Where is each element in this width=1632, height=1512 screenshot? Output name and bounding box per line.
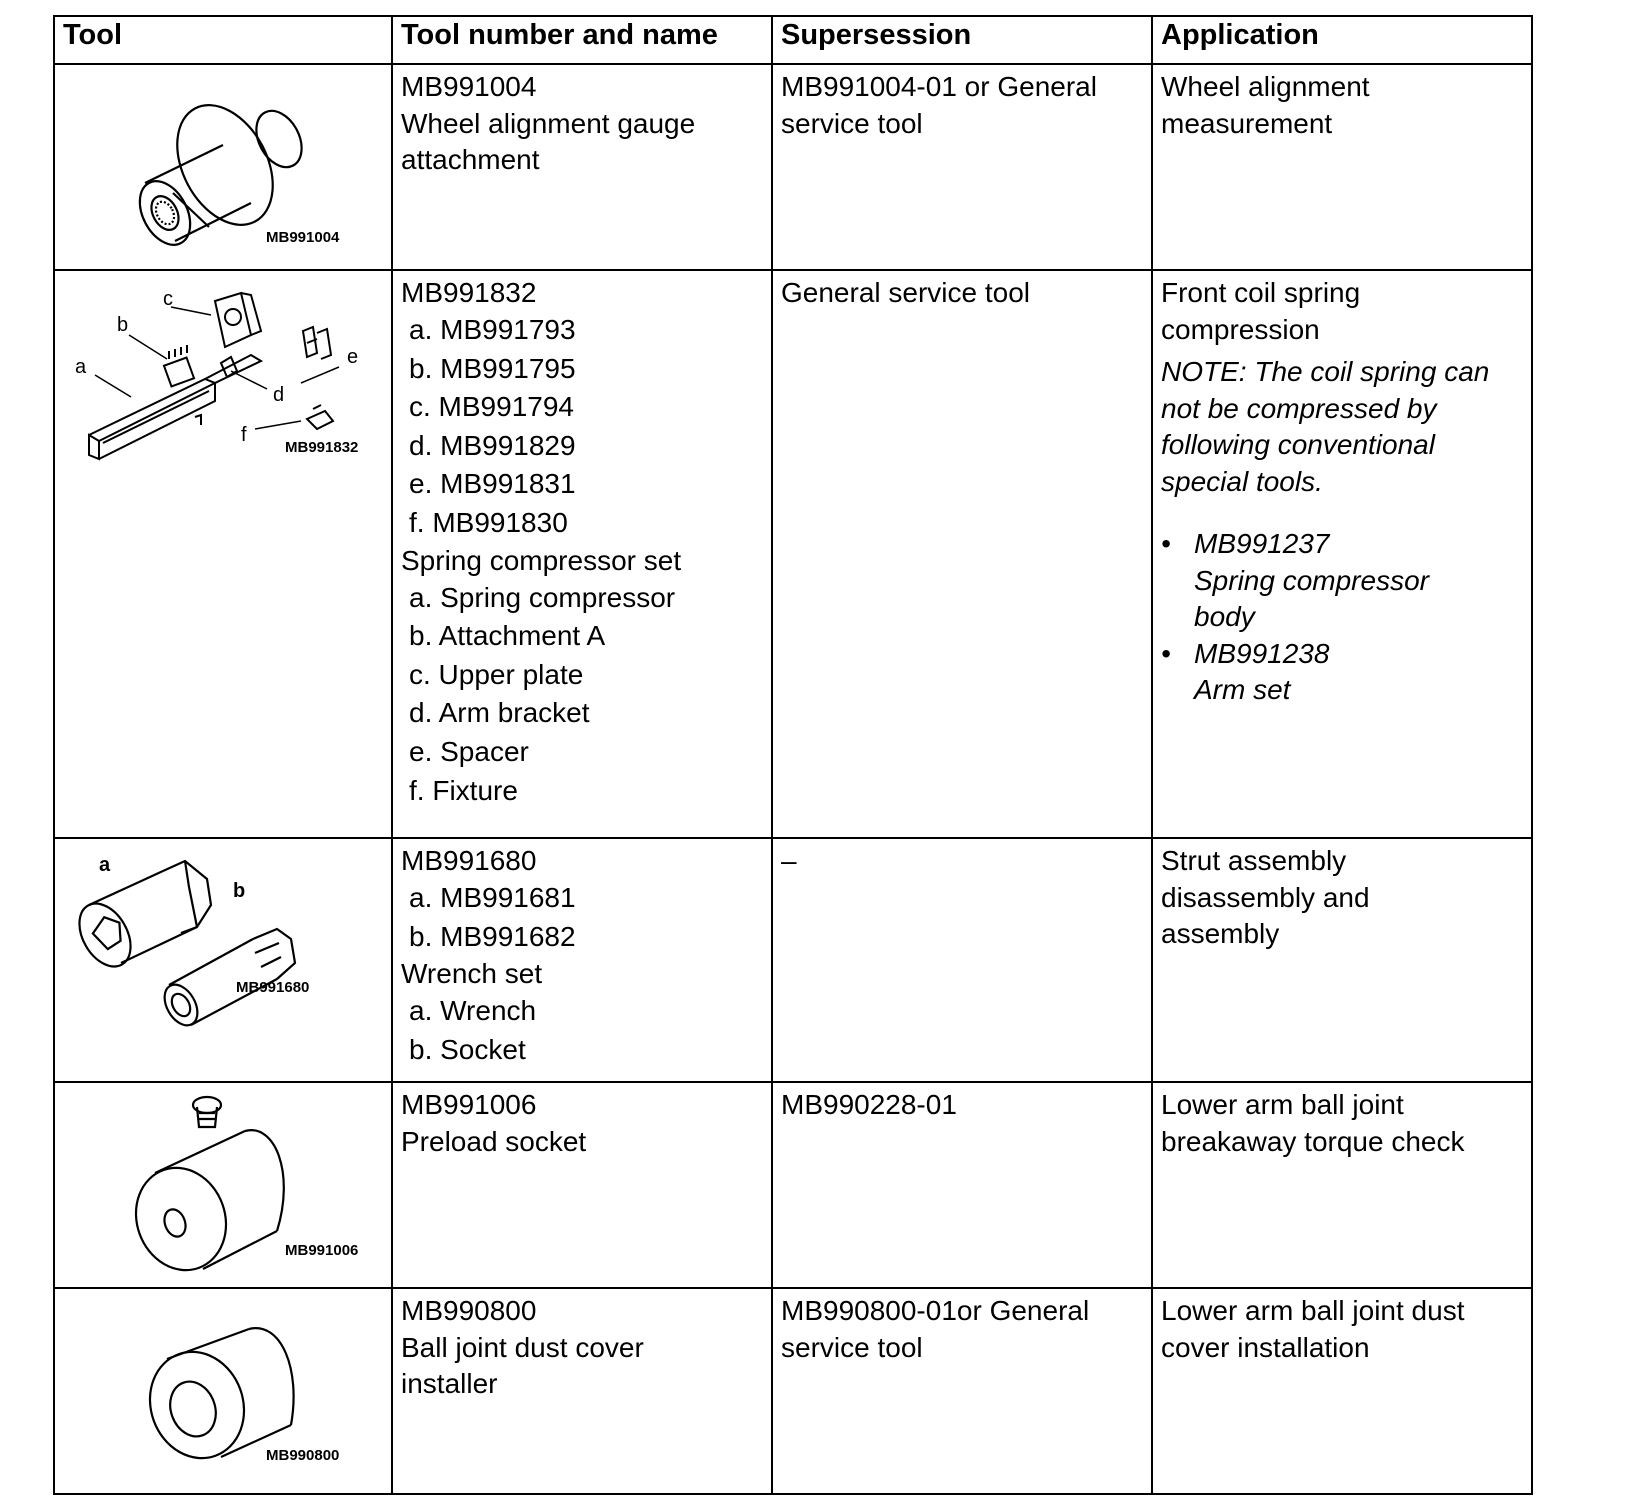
component-name: e. Spacer <box>409 735 529 767</box>
supersession-cell <box>772 64 1152 270</box>
component-number: e. MB991831 <box>409 468 576 500</box>
tool-number-cell <box>392 1082 772 1288</box>
tool-name: Wrench set <box>401 958 543 990</box>
header-tool: Tool <box>54 16 392 64</box>
tool-number-cell <box>392 838 772 1082</box>
header-application: Application <box>1152 16 1532 64</box>
application-cell <box>1152 838 1532 1082</box>
header-row <box>54 16 1532 64</box>
application-text: measurement <box>1161 107 1333 139</box>
note-text: not be compressed by <box>1161 392 1437 424</box>
component-name: c. Upper plate <box>409 658 584 690</box>
application-text: Strut assembly <box>1161 845 1347 876</box>
callout-label: c <box>163 288 173 310</box>
wheel-alignment-attachment-illustration <box>55 65 391 269</box>
tool-number: MB991006 <box>401 1089 537 1120</box>
application-cell <box>1152 1082 1532 1288</box>
tool-image-label: MB991006 <box>285 1242 359 1259</box>
supersession-text: MB990228-01 <box>781 1089 957 1120</box>
bullet-icon: • <box>1161 528 1171 559</box>
component-number: f. MB991830 <box>409 506 568 538</box>
component-name: d. Arm bracket <box>409 697 590 729</box>
component-number: d. MB991829 <box>409 429 576 461</box>
component-number: b. MB991682 <box>409 920 576 952</box>
tool-name: Ball joint dust cover <box>401 1331 644 1363</box>
bullet-item <box>1161 526 1523 636</box>
bullet-line: MB991238 <box>1194 637 1330 669</box>
application-cell <box>1152 270 1532 838</box>
wrench-set-illustration <box>55 839 391 1039</box>
tool-name: Spring compressor set <box>401 544 682 576</box>
tool-image-cell <box>54 1082 392 1288</box>
component-name: a. Spring compressor <box>409 581 676 613</box>
tool-image-cell <box>54 838 392 1082</box>
tool-name: attachment <box>401 144 540 175</box>
application-text: Lower arm ball joint dust <box>1161 1295 1465 1326</box>
tool-name: Preload socket <box>401 1125 587 1157</box>
tool-image-label: MB991680 <box>236 979 310 996</box>
application-text: breakaway torque check <box>1161 1125 1465 1157</box>
application-text: Wheel alignment <box>1161 71 1370 102</box>
bullet-line: MB991237 <box>1194 528 1330 559</box>
component-number: c. MB991794 <box>409 391 574 423</box>
note-text: special tools. <box>1161 465 1323 497</box>
table-row <box>54 1082 1532 1288</box>
tool-image-cell <box>54 64 392 270</box>
supersession-text: service tool <box>781 1331 923 1363</box>
application-text: assembly <box>1161 918 1280 949</box>
tool-name: Wheel alignment gauge <box>401 107 696 139</box>
supersession-text: MB990800-01or General <box>781 1295 1090 1326</box>
tool-image-label: MB991832 <box>285 439 359 456</box>
bullet-icon: • <box>1161 637 1171 669</box>
tool-image-cell <box>54 270 392 838</box>
table-row <box>54 838 1532 1082</box>
dust-cover-installer-illustration <box>55 1289 391 1489</box>
application-text: Lower arm ball joint <box>1161 1089 1404 1120</box>
table-row <box>54 270 1532 838</box>
tool-number-cell <box>392 270 772 838</box>
application-cell <box>1152 64 1532 270</box>
callout-label: d <box>273 384 285 406</box>
tool-image-label: MB990800 <box>266 1447 340 1464</box>
callout-label: b <box>233 880 246 902</box>
component-name: f. Fixture <box>409 774 518 806</box>
table-row <box>54 64 1532 270</box>
tool-number-cell <box>392 1288 772 1494</box>
supersession-cell <box>772 1288 1152 1494</box>
component-name: a. Wrench <box>409 995 537 1027</box>
supersession-cell <box>772 270 1152 838</box>
supersession-text: service tool <box>781 107 923 139</box>
supersession-text: General service tool <box>781 277 1031 308</box>
tool-number-cell <box>392 64 772 270</box>
supersession-text: MB991004-01 or General <box>781 71 1097 102</box>
preload-socket-illustration <box>55 1083 391 1283</box>
header-tool-number-and-name: Tool number and name <box>392 16 772 64</box>
note-text: NOTE: The coil spring can <box>1161 356 1490 387</box>
component-number: a. MB991793 <box>409 314 576 345</box>
tool-number: MB990800 <box>401 1295 537 1326</box>
application-text: cover installation <box>1161 1331 1370 1363</box>
tool-number: MB991832 <box>401 277 537 308</box>
tool-name: installer <box>401 1368 498 1399</box>
bullet-line: Arm set <box>1194 674 1291 705</box>
special-tools-table <box>53 15 1533 1495</box>
component-name: b. Attachment A <box>409 620 606 652</box>
tool-number: MB991004 <box>401 71 537 102</box>
tool-number: MB991680 <box>401 845 537 876</box>
table-row <box>54 1288 1532 1494</box>
spring-compressor-set-illustration <box>55 271 391 471</box>
component-name: b. Socket <box>409 1033 526 1065</box>
tool-image-cell <box>54 1288 392 1494</box>
bullet-line: Spring compressor <box>1194 564 1429 596</box>
application-text: compression <box>1161 313 1320 345</box>
supersession-cell <box>772 838 1152 1082</box>
supersession-cell <box>772 1082 1152 1288</box>
bullet-item <box>1161 636 1523 709</box>
callout-label: a <box>75 356 87 378</box>
bullet-line: body <box>1194 601 1255 632</box>
application-text: Front coil spring <box>1161 277 1361 308</box>
component-number: b. MB991795 <box>409 352 576 384</box>
callout-label: e <box>347 346 359 368</box>
callout-label: a <box>99 854 111 876</box>
callout-label: b <box>117 314 129 336</box>
component-number: a. MB991681 <box>409 882 576 913</box>
application-text: disassembly and <box>1161 881 1370 913</box>
note-text: following conventional <box>1161 429 1435 460</box>
tool-image-label: MB991004 <box>266 229 340 246</box>
callout-label: f <box>241 424 247 446</box>
supersession-text: – <box>781 845 797 876</box>
application-cell <box>1152 1288 1532 1494</box>
header-supersession: Supersession <box>772 16 1152 64</box>
